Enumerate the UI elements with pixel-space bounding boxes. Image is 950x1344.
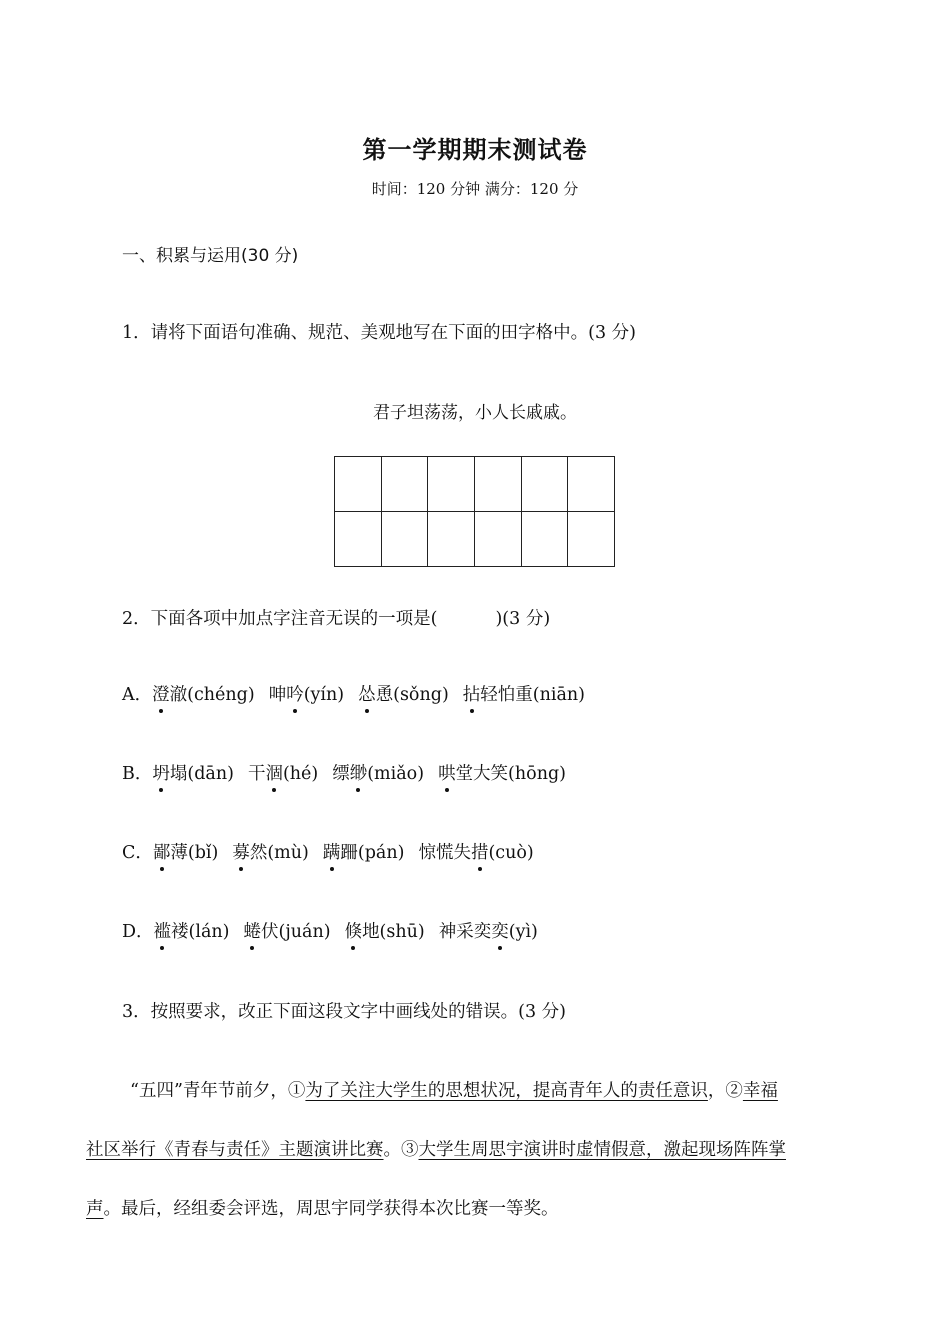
passage-text: 。③ (383, 1140, 419, 1160)
option-a[interactable] (122, 681, 585, 706)
grid-cell[interactable] (568, 457, 615, 512)
option-label: D． (122, 922, 154, 942)
exam-info: 时间：120 分钟 满分：120 分 (371, 180, 579, 198)
option-term: 倏地(shū) (345, 922, 425, 942)
emphasis-dot-char: 澄 (152, 681, 170, 706)
grid-cell[interactable] (521, 512, 568, 567)
option-term: 怂恿(sǒng) (358, 685, 449, 705)
underlined-error-2: 幸福 (742, 1081, 778, 1101)
grid-cell[interactable] (381, 512, 428, 567)
question-3-prompt: 3．按照要求，改正下面这段文字中画线处的错误。(3 分) (122, 1002, 566, 1022)
grid-cell[interactable] (568, 512, 615, 567)
emphasis-dot-char: 蜷 (244, 918, 262, 943)
emphasis-dot-char: 拈 (463, 681, 481, 706)
question-1-sentence: 君子坦荡荡，小人长戚戚。 (373, 403, 577, 423)
option-term: 蹒跚(pán) (323, 843, 405, 863)
option-label: C． (122, 843, 153, 863)
option-term: 惊慌失措(cuò) (418, 843, 533, 863)
grid-cell[interactable] (428, 512, 475, 567)
grid-cell[interactable] (335, 457, 382, 512)
emphasis-dot-char: 坍 (152, 760, 170, 785)
grid-cell[interactable] (474, 457, 521, 512)
option-term: 坍塌(dān) (152, 764, 234, 784)
grid-cell[interactable] (521, 457, 568, 512)
emphasis-dot-char: 涸 (265, 760, 283, 785)
grid-cell[interactable] (474, 512, 521, 567)
question-2-prompt-end: )(3 分) (495, 609, 551, 629)
option-c[interactable] (122, 839, 534, 864)
option-term: 呻吟(yín) (269, 685, 344, 705)
passage-text: “五四”青年节前夕，① (130, 1081, 306, 1101)
emphasis-dot-char: 缈 (350, 760, 368, 785)
option-b[interactable] (122, 760, 566, 785)
emphasis-dot-char: 奕 (491, 918, 509, 943)
option-term: 哄堂大笑(hōng) (438, 764, 566, 784)
passage-text: ，② (707, 1081, 743, 1101)
emphasis-dot-char: 募 (232, 839, 250, 864)
emphasis-dot-char: 怂 (358, 681, 376, 706)
grid-row (335, 512, 615, 567)
emphasis-dot-char: 倏 (345, 918, 363, 943)
passage-text: 。最后，经组委会评选，周思宇同学获得本次比赛一等奖。 (103, 1199, 559, 1219)
question-2-prompt (122, 605, 550, 630)
emphasis-dot-char: 褴 (154, 918, 172, 943)
option-d[interactable] (122, 918, 538, 943)
option-term: 干涸(hé) (248, 764, 318, 784)
emphasis-dot-char: 措 (471, 839, 489, 864)
option-label: A． (122, 685, 153, 705)
emphasis-dot-char: 鄙 (153, 839, 171, 864)
emphasis-dot-char: 吟 (286, 681, 304, 706)
option-term: 蜷伏(juán) (244, 922, 331, 942)
underlined-error-2: 社区举行《青春与责任》主题演讲比赛 (86, 1140, 384, 1160)
option-term: 褴褛(lán) (154, 922, 230, 942)
grid-cell[interactable] (335, 512, 382, 567)
passage-line-3 (86, 1195, 559, 1220)
option-term: 拈轻怕重(niān) (463, 685, 585, 705)
question-2-prompt-start: 2．下面各项中加点字注音无误的一项是( (122, 609, 438, 629)
option-term: 神采奕奕(yì) (439, 922, 538, 942)
option-label: B． (122, 764, 153, 784)
question-1-prompt: 1．请将下面语句准确、规范、美观地写在下面的田字格中。(3 分) (122, 323, 636, 343)
passage-line-1 (130, 1077, 778, 1102)
option-term: 澄澈(chéng) (152, 685, 255, 705)
grid-cell[interactable] (381, 457, 428, 512)
grid-row (335, 457, 615, 512)
underlined-error-3: 声 (86, 1199, 104, 1219)
underlined-error-1: 为了关注大学生的思想状况，提高青年人的责任意识 (305, 1081, 708, 1101)
writing-grid[interactable] (334, 456, 615, 567)
option-term: 募然(mù) (232, 843, 309, 863)
option-term: 鄙薄(bǐ) (153, 843, 218, 863)
emphasis-dot-char: 蹒 (323, 839, 341, 864)
underlined-error-3: 大学生周思宇演讲时虚情假意，激起现场阵阵掌 (418, 1140, 786, 1160)
option-term: 缥缈(miǎo) (332, 764, 424, 784)
section-heading: 一、积累与运用(30 分) (122, 246, 299, 266)
page-title: 第一学期期末测试卷 (362, 135, 588, 164)
emphasis-dot-char: 哄 (438, 760, 456, 785)
grid-cell[interactable] (428, 457, 475, 512)
passage-line-2 (86, 1136, 786, 1161)
